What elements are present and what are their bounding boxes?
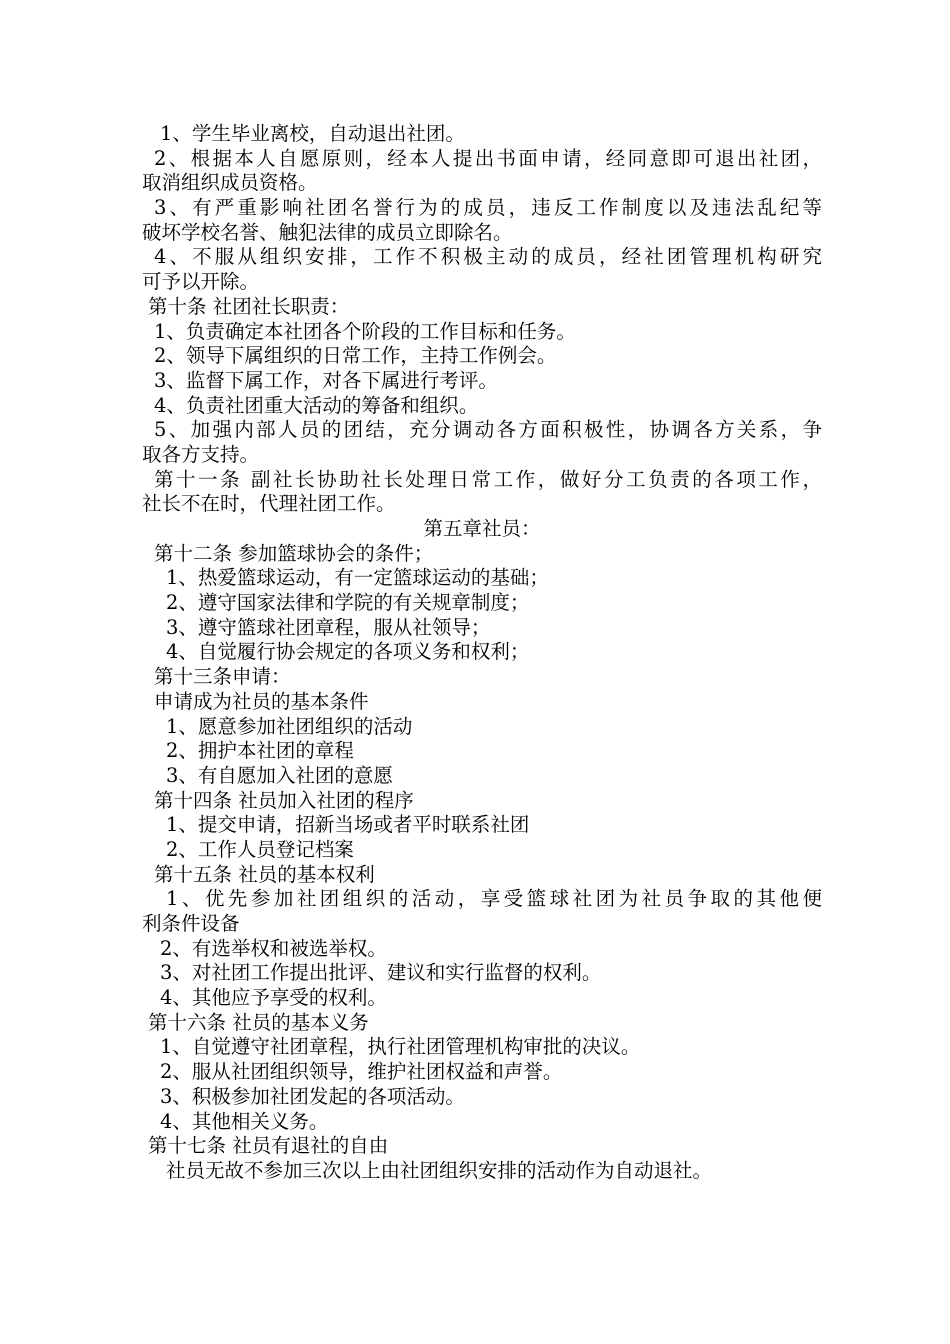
text-line: 3、对社团工作提出批评、建议和实行监督的权利。 [160,961,602,985]
text-line: 2、领导下属组织的日常工作，主持工作例会。 [154,344,557,368]
text-line: 3、有自愿加入社团的意愿 [166,763,393,787]
text-line: 社长不在时，代理社团工作。 [142,492,396,516]
text-line: 3、积极参加社团发起的各项活动。 [160,1084,465,1108]
document-page [142,122,822,1184]
text-line: 2、遵守国家法律和学院的有关规章制度； [166,591,530,615]
text-line: 2、服从社团组织领导，维护社团权益和声誉。 [160,1060,563,1084]
text-line: 1、优先参加社团组织的活动，享受篮球社团为社员争取的其他便 [166,887,822,911]
text-line: 2、有选举权和被选举权。 [160,936,387,960]
article-heading: 第十一条 副社长协助社长处理日常工作，做好分工负责的各项工作， [154,467,822,491]
text-line: 4、负责社团重大活动的筹备和组织。 [154,393,479,417]
text-line: 1、自觉遵守社团章程，执行社团管理机构审批的决议。 [160,1035,641,1059]
text-line: 取各方支持。 [142,442,260,466]
article-heading: 第十条 社团社长职责： [148,294,350,318]
text-line: 1、学生毕业离校，自动退出社团。 [160,122,465,145]
text-line: 5、加强内部人员的团结，充分调动各方面积极性，协调各方关系，争 [154,418,822,442]
text-line: 取消组织成员资格。 [142,171,318,195]
article-heading: 第十三条申请： [154,665,291,689]
text-line: 社员无故不参加三次以上由社团组织安排的活动作为自动退社。 [166,1158,713,1182]
text-line: 破坏学校名誉、触犯法律的成员立即除名。 [142,220,513,244]
text-line: 3、遵守篮球社团章程，服从社领导； [166,615,491,639]
article-heading: 第十二条 参加篮球协会的条件； [154,541,434,565]
text-line: 2、拥护本社团的章程 [166,739,354,763]
text-line: 利条件设备 [142,912,240,935]
text-line: 4、自觉履行协会规定的各项义务和权利； [166,640,530,664]
text-line: 3、有严重影响社团名誉行为的成员，违反工作制度以及违法乱纪等 [154,196,822,220]
text-line: 可予以开除。 [142,270,260,294]
article-heading: 第十四条 社员加入社团的程序 [154,788,414,812]
text-line: 4、其他应予享受的权利。 [160,986,387,1010]
chapter-title: 第五章社员： [423,517,541,540]
article-heading: 第十七条 社员有退社的自由 [148,1134,389,1158]
text-line: 2、根据本人自愿原则，经本人提出书面申请，经同意即可退出社团， [154,146,822,170]
text-line: 3、监督下属工作，对各下属进行考评。 [154,368,498,392]
article-heading: 第十五条 社员的基本权利 [154,862,375,886]
article-heading: 第十六条 社员的基本义务 [148,1010,369,1034]
text-line: 4、不服从组织安排，工作不积极主动的成员，经社团管理机构研究 [154,245,822,269]
text-line: 1、负责确定本社团各个阶段的工作目标和任务。 [154,319,576,343]
text-line: 2、工作人员登记档案 [166,837,354,861]
text-line: 4、其他相关义务。 [160,1109,329,1133]
text-line: 申请成为社员的基本条件 [154,689,369,713]
text-line: 1、热爱篮球运动，有一定篮球运动的基础； [166,566,549,590]
text-line: 1、提交申请，招新当场或者平时联系社团 [166,813,530,837]
text-line: 1、愿意参加社团组织的活动 [166,714,413,738]
